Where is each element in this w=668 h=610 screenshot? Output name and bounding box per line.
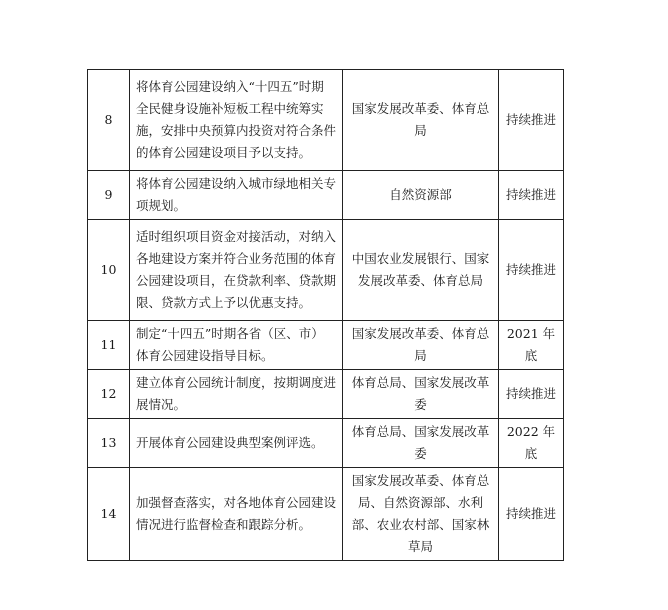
task-cell: 加强督查落实，对各地体育公园建设情况进行监督检查和跟踪分析。	[130, 468, 343, 561]
department-cell: 国家发展改革委、体育总局	[343, 70, 499, 171]
row-number-cell: 13	[88, 419, 130, 468]
timeline-cell: 持续推进	[499, 70, 564, 171]
department-cell: 体育总局、国家发展改革委	[343, 370, 499, 419]
task-cell: 将体育公园建设纳入“十四五”时期全民健身设施补短板工程中统筹实施，安排中央预算内投资对符合条件的体育公园建设项目予以支持。	[130, 70, 343, 171]
department-cell: 国家发展改革委、体育总局、自然资源部、水利部、农业农村部、国家林草局	[343, 468, 499, 561]
table-row	[88, 468, 564, 561]
timeline-cell: 持续推进	[499, 220, 564, 321]
task-cell: 开展体育公园建设典型案例评选。	[130, 419, 343, 468]
table-row	[88, 321, 564, 370]
table-row	[88, 370, 564, 419]
table-row	[88, 171, 564, 220]
timeline-cell: 2021 年底	[499, 321, 564, 370]
row-number-cell: 9	[88, 171, 130, 220]
timeline-cell: 2022 年底	[499, 419, 564, 468]
timeline-cell: 持续推进	[499, 370, 564, 419]
timeline-cell: 持续推进	[499, 171, 564, 220]
task-table	[87, 69, 564, 561]
task-cell: 适时组织项目资金对接活动，对纳入各地建设方案并符合业务范围的体育公园建设项目，在贷款利率、贷款期限、贷款方式上予以优惠支持。	[130, 220, 343, 321]
department-cell: 体育总局、国家发展改革委	[343, 419, 499, 468]
row-number-cell: 14	[88, 468, 130, 561]
timeline-cell: 持续推进	[499, 468, 564, 561]
row-number-cell: 10	[88, 220, 130, 321]
row-number-cell: 12	[88, 370, 130, 419]
table-row	[88, 419, 564, 468]
row-number-cell: 8	[88, 70, 130, 171]
task-cell: 建立体育公园统计制度，按期调度进展情况。	[130, 370, 343, 419]
department-cell: 中国农业发展银行、国家发展改革委、体育总局	[343, 220, 499, 321]
table-row	[88, 70, 564, 171]
department-cell: 自然资源部	[343, 171, 499, 220]
task-cell: 制定“十四五”时期各省（区、市）体育公园建设指导目标。	[130, 321, 343, 370]
table-row	[88, 220, 564, 321]
task-cell: 将体育公园建设纳入城市绿地相关专项规划。	[130, 171, 343, 220]
department-cell: 国家发展改革委、体育总局	[343, 321, 499, 370]
row-number-cell: 11	[88, 321, 130, 370]
